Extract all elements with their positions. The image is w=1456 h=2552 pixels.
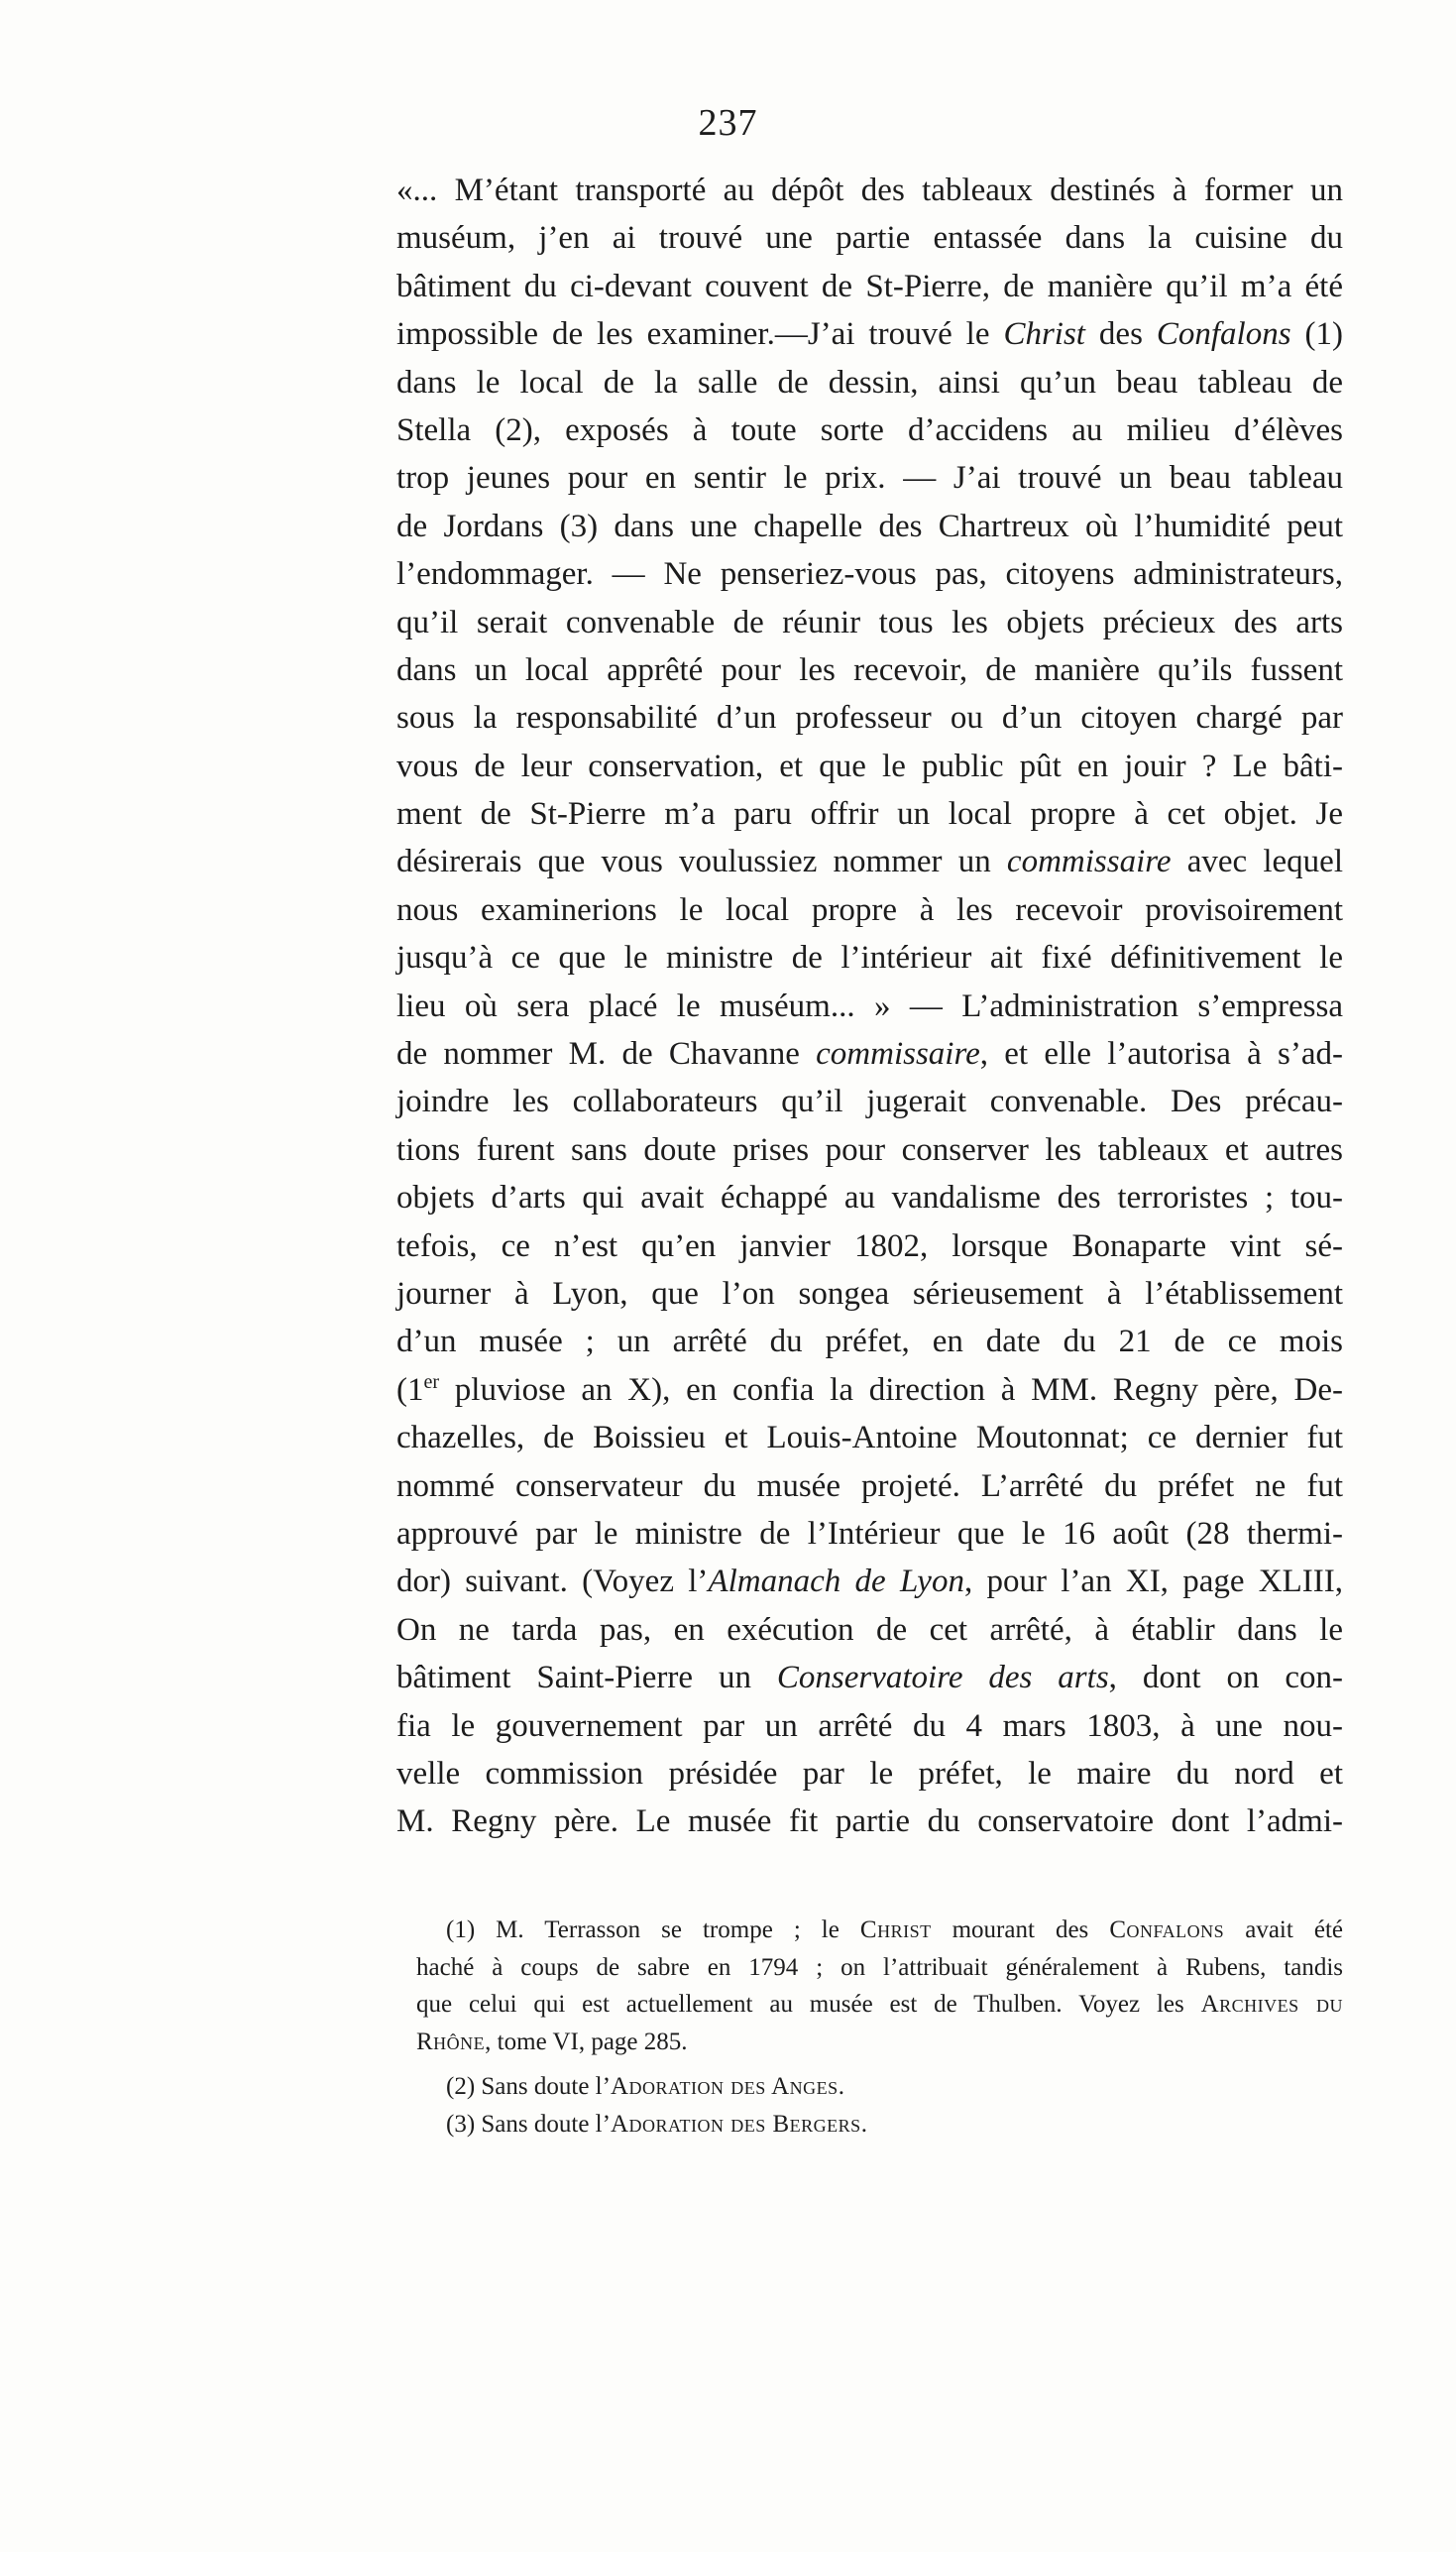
- body-line: trop jeunes pour en sentir le prix. — J’ai trouvé un beau tableau: [396, 460, 1343, 497]
- footnote-1-line: Rhône, tome VI, page 285.: [416, 2028, 688, 2055]
- body-line: tions furent sans doute prises pour conserver les tableaux et autres: [396, 1131, 1343, 1168]
- body-line: journer à Lyon, que l’on songea sérieusement à l’établissement: [396, 1275, 1343, 1312]
- footnote-2: (2) Sans doute l’Adoration des Anges.: [446, 2073, 844, 2100]
- body-line: approuvé par le ministre de l’Intérieur que le 16 août (28 thermi-: [396, 1515, 1343, 1552]
- body-line: fia le gouvernement par un arrêté du 4 mars 1803, à une nou-: [396, 1707, 1343, 1744]
- body-line: qu’il serait convenable de réunir tous les objets précieux des arts: [396, 604, 1343, 640]
- body-line: joindre les collaborateurs qu’il jugerait convenable. Des précau-: [396, 1084, 1343, 1120]
- body-line: impossible de les examiner.—J’ai trouvé le Christ des Confalons (1): [396, 316, 1343, 353]
- body-line: dans le local de la salle de dessin, ainsi qu’un beau tableau de: [396, 364, 1343, 401]
- body-line: jusqu’à ce que le ministre de l’intérieur ait fixé définitivement le: [396, 940, 1343, 977]
- page-number: 237: [698, 102, 758, 144]
- footnote-1-line: haché à coups de sabre en 1794 ; on l’attribuait généralement à Rubens, tandis: [416, 1953, 1343, 1981]
- body-line: bâtiment Saint-Pierre un Conservatoire des arts, dont on con-: [396, 1660, 1344, 1696]
- body-line: dans un local apprêté pour les recevoir, de manière qu’ils fussent: [396, 651, 1343, 688]
- body-line: M. Regny père. Le musée fit partie du conservatoire dont l’admi-: [396, 1803, 1343, 1840]
- body-line: sous la responsabilité d’un professeur ou d’un citoyen chargé par: [396, 700, 1343, 737]
- body-text: [396, 167, 1343, 1846]
- body-line: dor) suivant. (Voyez l’Almanach de Lyon, pour l’an XI, page XLIII,: [396, 1564, 1343, 1600]
- body-line: désirerais que vous voulussiez nommer un commissaire avec lequel: [396, 844, 1344, 880]
- body-line: chazelles, de Boissieu et Louis-Antoine Moutonnat; ce dernier fut: [396, 1420, 1343, 1456]
- body-line: nous examinerions le local propre à les recevoir provisoirement: [396, 891, 1343, 928]
- body-line: bâtiment du ci-devant couvent de St-Pierre, de manière qu’il m’a été: [396, 268, 1343, 304]
- body-line: On ne tarda pas, en exécution de cet arrêté, à établir dans le: [396, 1611, 1343, 1648]
- body-line: de Jordans (3) dans une chapelle des Chartreux où l’humidité peut: [396, 508, 1343, 544]
- body-line: muséum, j’en ai trouvé une partie entassée dans la cuisine du: [396, 220, 1343, 257]
- body-line: vous de leur conservation, et que le public pût en jouir ? Le bâti-: [396, 748, 1343, 784]
- body-line: velle commission présidée par le préfet, le maire du nord et: [396, 1755, 1343, 1792]
- body-line: Stella (2), exposés à toute sorte d’accidens au milieu d’élèves: [396, 411, 1343, 448]
- body-line: lieu où sera placé le muséum... » — L’administration s’empressa: [396, 987, 1343, 1024]
- footnote-3: (3) Sans doute l’Adoration des Bergers.: [446, 2110, 867, 2138]
- body-line: tefois, ce n’est qu’en janvier 1802, lorsque Bonaparte vint sé-: [396, 1227, 1343, 1264]
- body-line: de nommer M. de Chavanne commissaire, et elle l’autorisa à s’ad-: [396, 1036, 1344, 1073]
- body-line: «... M’étant transporté au dépôt des tableaux destinés à former un: [396, 173, 1343, 208]
- body-line: (1er pluviose an X), en confia la direction à MM. Regny père, De-: [396, 1370, 1343, 1408]
- body-line: ment de St-Pierre m’a paru offrir un local propre à cet objet. Je: [396, 796, 1343, 833]
- body-line: d’un musée ; un arrêté du préfet, en date du 21 de ce mois: [396, 1324, 1343, 1360]
- body-line: nommé conservateur du musée projeté. L’arrêté du préfet ne fut: [396, 1467, 1343, 1504]
- footnote-1-line: que celui qui est actuellement au musée est de Thulben. Voyez les Archives du: [416, 1991, 1343, 2018]
- body-line: l’endommager. — Ne penseriez-vous pas, citoyens administrateurs,: [396, 556, 1343, 593]
- body-line: objets d’arts qui avait échappé au vandalisme des terroristes ; tou-: [396, 1180, 1343, 1217]
- footnotes: [416, 1912, 1343, 2143]
- footnote-1-line: (1) M. Terrasson se trompe ; le Christ mourant des Confalons avait été: [446, 1916, 1343, 1943]
